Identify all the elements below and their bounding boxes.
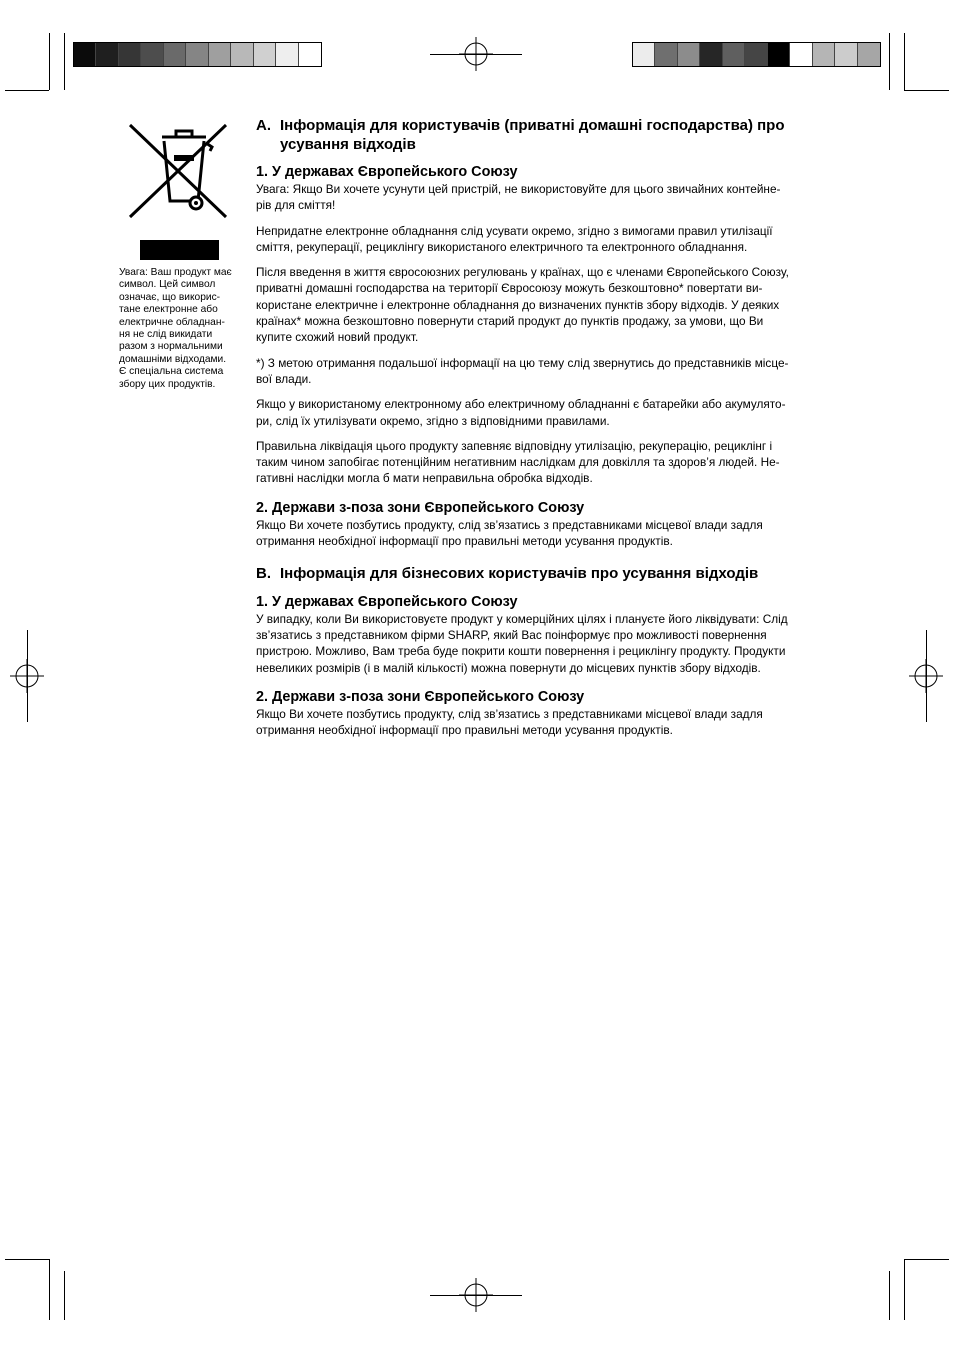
gray-swatch [745, 43, 767, 66]
section-title-text: Інформація для користувачів (приватні домашні господарства) про усування відходів [280, 117, 785, 153]
sidebar-note: Увага: Ваш продукт має символ. Цей символ означає, що викорис- тане електронне або електричне обладнан- ня не слід викидати разом з нормальними домашніми відходами. Є спеціальна система збору цих продуктів. [119, 267, 232, 390]
section-marker: A. [256, 117, 271, 134]
paragraph: Правильна ліквідація цього продукту запевняє відповідну утилізацію, рекуперацію, рециклінг і таким чином запобігає потенційним негативним наслідкам для довкілля та здоров’я людей. Не- гативні наслідки могла б мати неправильна обробка відходів. [256, 438, 780, 486]
section-marker: B. [256, 565, 271, 583]
paragraph: Якщо у використаному електронному або електричному обладнанні є батарейки або акумулято- ри, слід їх утилізувати окремо, згідно з відповідними правилами. [256, 397, 786, 428]
paragraph: Увага: Якщо Ви хочете усунути цей пристрій, не використовуйте для цього звичайних контейне- рів для сміття! [256, 182, 781, 213]
gray-swatch [768, 43, 790, 66]
gray-swatch [633, 43, 655, 66]
gray-swatch [186, 43, 208, 66]
paragraph: Якщо Ви хочете позбутись продукту, слід зв’язатись з представниками місцевої влади задля отримання необхідної інформації про правильні методи усування продуктів. [256, 517, 763, 549]
section-b-sub1-heading: 1. У державах Європейського Союзу [256, 593, 518, 610]
gray-swatch [209, 43, 231, 66]
main-content [256, 117, 840, 739]
section-b-sub2-heading: 2. Держави з-поза зони Європейського Союзу [256, 689, 585, 706]
gray-swatch [678, 43, 700, 66]
grayscale-calibration-bar-right [632, 42, 881, 67]
gray-swatch [96, 43, 118, 66]
gray-swatch [74, 43, 96, 66]
gray-swatch [790, 43, 812, 66]
section-a-title [256, 117, 840, 154]
registration-line [430, 54, 522, 55]
section-a-sub1-heading: 1. У державах Європейського Союзу [256, 164, 518, 180]
paragraph: Якщо Ви хочете позбутись продукту, слід зв’язатись з представниками місцевої влади задля отримання необхідної інформації про правильні методи усування продуктів. [256, 707, 763, 738]
registration-line [430, 1295, 522, 1296]
paragraph: *) З метою отримання подальшої інформації на цю тему слід звернутись до представників місце- вої влади. [256, 355, 789, 386]
section-b-title [256, 565, 840, 584]
gray-swatch [813, 43, 835, 66]
gray-swatch [164, 43, 186, 66]
grayscale-calibration-bar-left [73, 42, 322, 67]
registration-line [926, 630, 927, 722]
paragraph: У випадку, коли Ви використовуєте продукт у комерційних цілях і плануєте його ліквідувати: Слід зв’язатись з представником фірми SHARP, який Вас поінформує про можливості повернення пристрою. Можливо, Вам треба буде покрити кошти повернення і рециклінгу продукту. Продукти невеликих розмірів (і в малій кількості) можна повернути до місцевих пунктів збору відходів. [256, 611, 788, 675]
gray-swatch [723, 43, 745, 66]
section-title-text: Інформація для бізнесових користувачів про усування відходів [280, 565, 759, 583]
black-bar-label [140, 240, 219, 260]
gray-swatch [835, 43, 857, 66]
gray-swatch [231, 43, 253, 66]
section-a-sub2-heading: 2. Держави з-поза зони Європейського Союзу [256, 499, 585, 516]
gray-swatch [119, 43, 141, 66]
gray-swatch [700, 43, 722, 66]
paragraph: Непридатне електронне обладнання слід усувати окремо, згідно з вимогами правил утилізації сміття, рекуперації, рециклінгу використаного електричного та електронного обладнання. [256, 223, 773, 254]
gray-swatch [254, 43, 276, 66]
gray-swatch [276, 43, 298, 66]
crossed-out-wheelie-bin-icon [126, 121, 230, 221]
paragraph: Після введення в життя євросоюзних регулювань у країнах, що є членами Європейського Союзу, приватні домашні господарства на території Євросоюзу можуть безкоштовно* повертати ви- користане електричне і електронне обладнання до визначених пунктів збору відходів. У деяких країнах* можна безкоштовно повернути старий продукт до пунктів продажу, за умови, що Ви купите схожий новий продукт. [256, 265, 789, 345]
gray-swatch [858, 43, 880, 66]
gray-swatch [655, 43, 677, 66]
gray-swatch [141, 43, 163, 66]
gray-swatch [299, 43, 321, 66]
registration-line [27, 630, 28, 722]
